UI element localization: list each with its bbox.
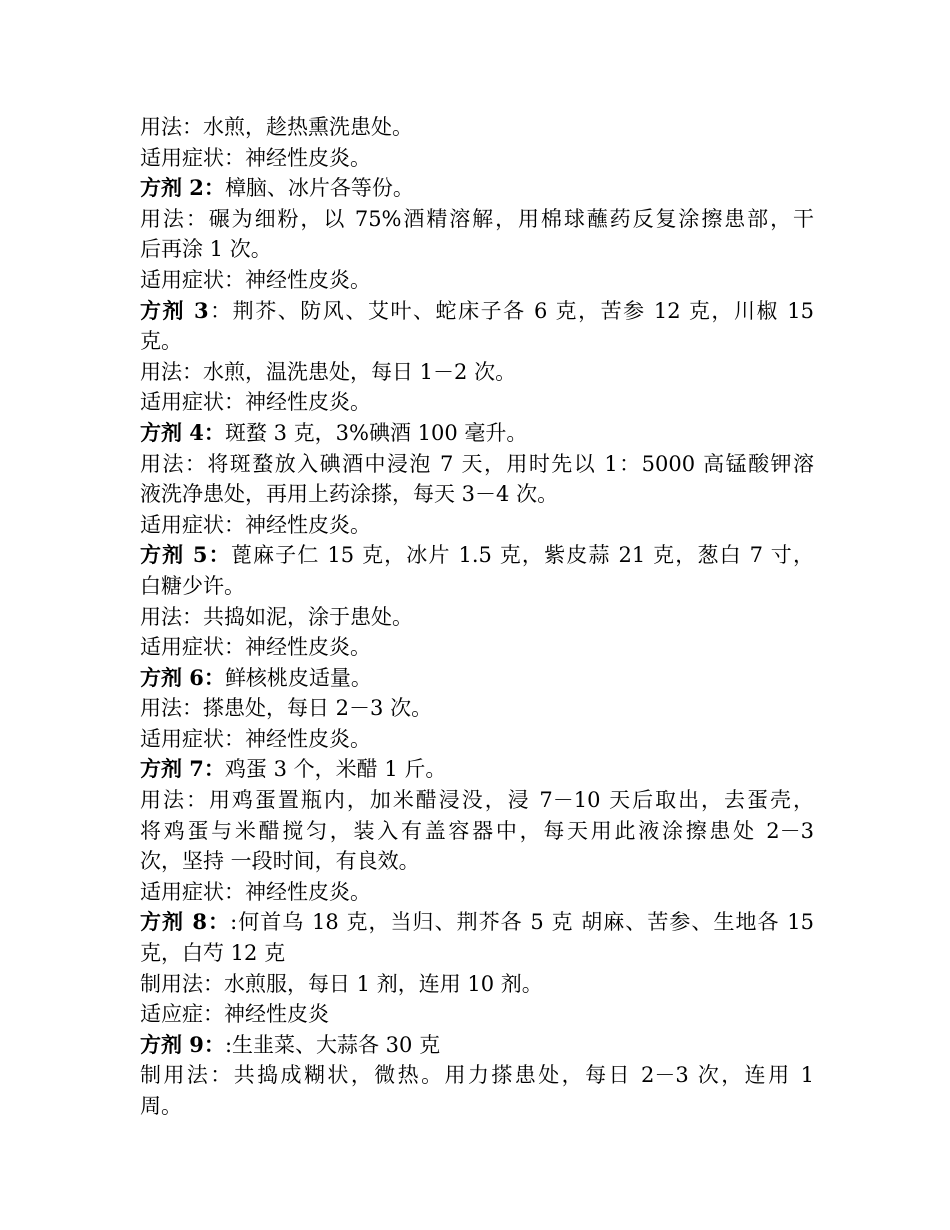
- formula-heading: 方剂 5：: [140, 542, 231, 568]
- line-text: 斑蝥 3 克，3%碘酒 100 毫升。: [224, 420, 528, 445]
- formula-heading: 方剂 4：: [140, 419, 225, 445]
- text-line-indication-5: [140, 632, 814, 663]
- line-text: 用法：搽患处，每日 2－3 次。: [140, 696, 433, 721]
- formula-heading: 方剂 6：: [140, 664, 225, 690]
- line-text: 白糖少许。: [140, 573, 245, 598]
- text-line-indication-7: [140, 877, 814, 908]
- text-line-formula-4: [140, 418, 814, 449]
- line-text: :生韭菜、大蒜各 30 克: [224, 1032, 441, 1057]
- line-text: 用法：将斑蝥放入碘酒中浸泡 7 天，用时先以 1：5000 高锰酸钾溶: [140, 451, 814, 476]
- line-text: 适应症：神经性皮炎: [140, 1002, 329, 1027]
- line-text: 蓖麻子仁 15 克，冰片 1.5 克，紫皮蒜 21 克，葱白 7 寸，: [230, 543, 814, 568]
- text-line-indication-6: [140, 724, 814, 755]
- line-text: 制用法：水煎服，每日 1 剂，连用 10 剂。: [140, 971, 543, 996]
- line-text: 周。: [140, 1094, 182, 1118]
- text-line-formula-7: [140, 754, 814, 785]
- formula-heading: 方剂 7：: [140, 756, 225, 782]
- text-line-usage-1: [140, 112, 814, 143]
- text-line-usage-6: [140, 693, 814, 724]
- text-line-indication-8: [140, 999, 814, 1030]
- text-line-indication-3: [140, 387, 814, 418]
- text-line-formula-8a: [140, 907, 814, 938]
- line-text: :何首乌 18 克，当归、荆芥各 5 克 胡麻、苦参、生地各 15: [230, 910, 814, 935]
- text-line-indication-4: [140, 510, 814, 541]
- text-line-formula-8b: [140, 938, 814, 969]
- text-line-indication-2: [140, 265, 814, 296]
- line-text: 制用法：共捣成糊状，微热。用力搽患处，每日 2－3 次，连用 1: [140, 1063, 814, 1088]
- text-line-usage-9a: [140, 1060, 814, 1091]
- line-text: 克，白芍 12 克: [140, 941, 286, 966]
- line-text: 次，坚持 一段时间，有良效。: [140, 849, 420, 874]
- line-text: 用法：用鸡蛋置瓶内，加米醋浸没，浸 7－10 天后取出，去蛋壳，: [140, 788, 814, 813]
- text-line-usage-2a: [140, 204, 814, 235]
- line-text: 用法：共捣如泥，涂于患处。: [140, 604, 413, 629]
- text-line-formula-5a: [140, 540, 814, 571]
- line-text: 用法：水煎，趁热熏洗患处。: [140, 115, 413, 139]
- line-text: 适用症状：神经性皮炎。: [140, 390, 371, 415]
- document-page: [140, 112, 814, 1122]
- formula-heading: 方剂 9：: [140, 1031, 225, 1057]
- line-text: 适用症状：神经性皮炎。: [140, 726, 371, 751]
- line-text: 液洗净患处，再用上药涂搽，每天 3－4 次。: [140, 482, 559, 507]
- line-text: 适用症状：神经性皮炎。: [140, 145, 371, 170]
- formula-heading: 方剂 3: [140, 297, 209, 323]
- text-line-formula-5b: [140, 571, 814, 602]
- text-line-formula-6: [140, 663, 814, 694]
- text-line-usage-3: [140, 357, 814, 388]
- line-text: ：荆芥、防风、艾叶、蛇床子各 6 克，苦参 12 克，川椒 15: [208, 298, 814, 323]
- line-text: 后再涂 1 次。: [140, 237, 272, 262]
- text-line-formula-2: [140, 173, 814, 204]
- text-line-indication-1: [140, 143, 814, 174]
- formula-heading: 方剂 8：: [140, 909, 231, 935]
- text-line-formula-9: [140, 1030, 814, 1061]
- line-text: 鸡蛋 3 个，米醋 1 斤。: [224, 757, 447, 782]
- line-text: 鲜核桃皮适量。: [224, 665, 372, 690]
- line-text: 用法：碾为细粉，以 75%酒精溶解，用棉球蘸药反复涂擦患部，干: [140, 206, 814, 231]
- text-line-usage-4b: [140, 479, 814, 510]
- line-text: 适用症状：神经性皮炎。: [140, 635, 371, 660]
- text-line-usage-2b: [140, 234, 814, 265]
- line-text: 克。: [140, 329, 182, 354]
- formula-heading: 方剂 2：: [140, 175, 225, 201]
- text-line-formula-3a: [140, 296, 814, 327]
- text-line-formula-3b: [140, 326, 814, 357]
- text-line-usage-5: [140, 602, 814, 633]
- text-line-usage-9b: [140, 1091, 814, 1122]
- line-text: 樟脑、冰片各等份。: [224, 176, 414, 201]
- text-line-usage-7a: [140, 785, 814, 816]
- line-text: 适用症状：神经性皮炎。: [140, 512, 371, 537]
- line-text: 用法：水煎，温洗患处，每日 1－2 次。: [140, 359, 517, 384]
- text-line-usage-8: [140, 969, 814, 1000]
- text-line-usage-7b: [140, 816, 814, 847]
- text-line-usage-7c: [140, 846, 814, 877]
- line-text: 适用症状：神经性皮炎。: [140, 879, 371, 904]
- line-text: 将鸡蛋与米醋搅匀，装入有盖容器中，每天用此液涂擦患处 2－3: [140, 818, 814, 843]
- line-text: 适用症状：神经性皮炎。: [140, 267, 371, 292]
- text-line-usage-4a: [140, 449, 814, 480]
